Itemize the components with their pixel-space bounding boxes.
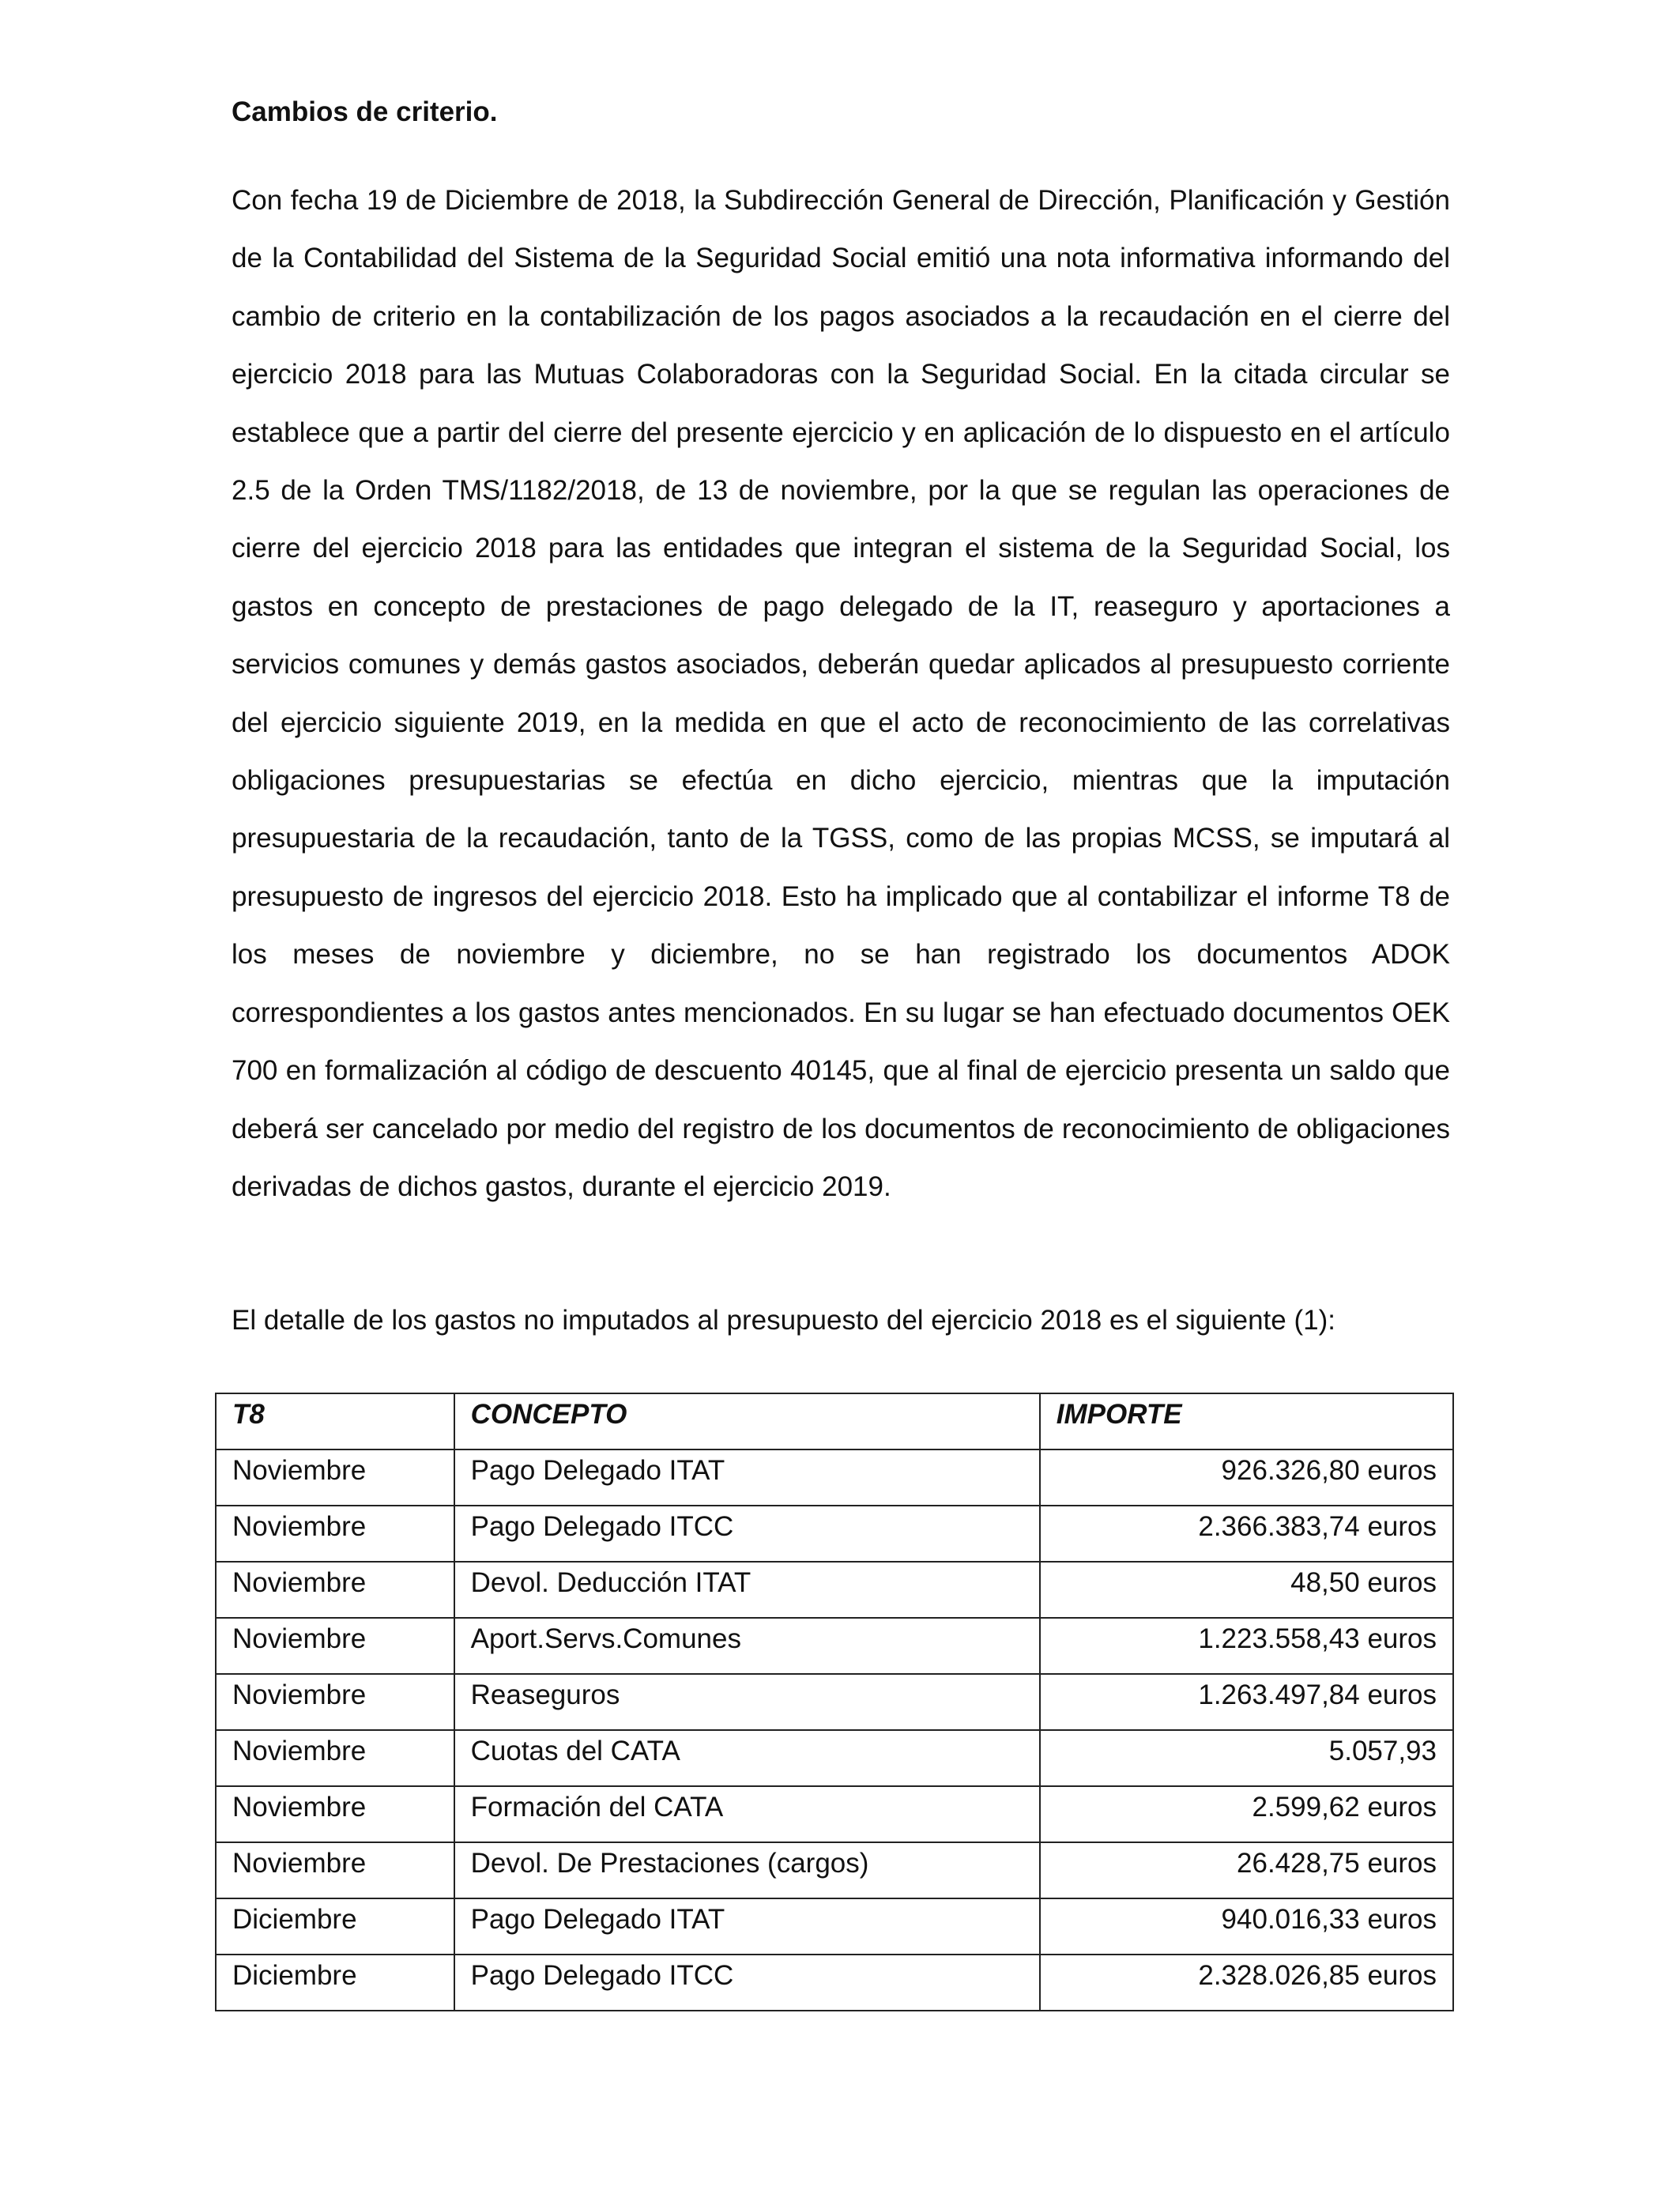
cell-concept: Pago Delegado ITCC [454,1955,1040,2011]
table-row [216,1786,1453,1842]
cell-concept: Pago Delegado ITCC [454,1506,1040,1562]
cell-amount: 1.263.497,84 euros [1040,1674,1453,1730]
cell-concept: Aport.Servs.Comunes [454,1618,1040,1674]
cell-concept: Formación del CATA [454,1786,1040,1842]
cell-concept: Reaseguros [454,1674,1040,1730]
table-row [216,1562,1453,1618]
cell-month: Noviembre [216,1674,454,1730]
cell-amount: 940.016,33 euros [1040,1898,1453,1955]
cell-amount: 1.223.558,43 euros [1040,1618,1453,1674]
cell-month: Noviembre [216,1618,454,1674]
cell-month: Noviembre [216,1786,454,1842]
table-row [216,1449,1453,1506]
table-row [216,1898,1453,1955]
table-row [216,1842,1453,1898]
table-row [216,1730,1453,1786]
table-intro: El detalle de los gastos no imputados al presupuesto del ejercicio 2018 es el siguiente (1): [232,1305,1335,1336]
cell-amount: 5.057,93 [1040,1730,1453,1786]
cell-concept: Devol. De Prestaciones (cargos) [454,1842,1040,1898]
cell-month: Diciembre [216,1955,454,2011]
table-row [216,1506,1453,1562]
table-row [216,1618,1453,1674]
header-concepto: CONCEPTO [454,1393,1040,1449]
cell-concept: Cuotas del CATA [454,1730,1040,1786]
cell-concept: Pago Delegado ITAT [454,1449,1040,1506]
cell-concept: Devol. Deducción ITAT [454,1562,1040,1618]
cell-month: Noviembre [216,1449,454,1506]
section-heading: Cambios de criterio. [232,96,498,127]
body-paragraph: Con fecha 19 de Diciembre de 2018, la Subdirección General de Dirección, Planificación y Gestión de la Contabilidad del Sistema de la Seguridad Social emitió una nota informativa informando del cambio de criterio en la contabilización de los pagos asociados a la recaudación en el cierre del ejercicio 2018 para las Mutuas Colaboradoras con la Seguridad Social. En la citada circular se establece que a partir del cierre del presente ejercicio y en aplicación de lo dispuesto en el artículo 2.5 de la Orden TMS/1182/2018, de 13 de noviembre, por la que se regulan las operaciones de cierre del ejercicio 2018 para las entidades que integran el sistema de la Seguridad Social, los gastos en concepto de prestaciones de pago delegado de la IT, reaseguro y aportaciones a servicios comunes y demás gastos asociados, deberán quedar aplicados al presupuesto corriente del ejercicio siguiente 2019, en la medida en que el acto de reconocimiento de las correlativas obligaciones presupuestarias se efectúa en dicho ejercicio, mientras que la imputación presupuestaria de la recaudación, tanto de la TGSS, como de las propias MCSS, se imputará al presupuesto de ingresos del ejercicio 2018. Esto ha implicado que al contabilizar el informe T8 de los meses de noviembre y diciembre, no se han registrado los documentos ADOK correspondientes a los gastos antes mencionados. En su lugar se han efectuado documentos OEK 700 en formalización al código de descuento 40145, que al final de ejercicio presenta un saldo que deberá ser cancelado por medio del registro de los documentos de reconocimiento de obligaciones derivadas de dichos gastos, durante el ejercicio 2019. [232,185,1450,1202]
cell-amount: 26.428,75 euros [1040,1842,1453,1898]
cell-month: Noviembre [216,1506,454,1562]
expenses-table [215,1393,1454,2011]
cell-amount: 48,50 euros [1040,1562,1453,1618]
table-row [216,1955,1453,2011]
cell-amount: 2.599,62 euros [1040,1786,1453,1842]
cell-month: Noviembre [216,1842,454,1898]
header-t8: T8 [216,1393,454,1449]
cell-month: Noviembre [216,1730,454,1786]
table-row [216,1674,1453,1730]
cell-amount: 926.326,80 euros [1040,1449,1453,1506]
header-importe: IMPORTE [1040,1393,1453,1449]
cell-month: Noviembre [216,1562,454,1618]
cell-amount: 2.366.383,74 euros [1040,1506,1453,1562]
cell-concept: Pago Delegado ITAT [454,1898,1040,1955]
cell-amount: 2.328.026,85 euros [1040,1955,1453,2011]
table-header-row [216,1393,1453,1449]
cell-month: Diciembre [216,1898,454,1955]
